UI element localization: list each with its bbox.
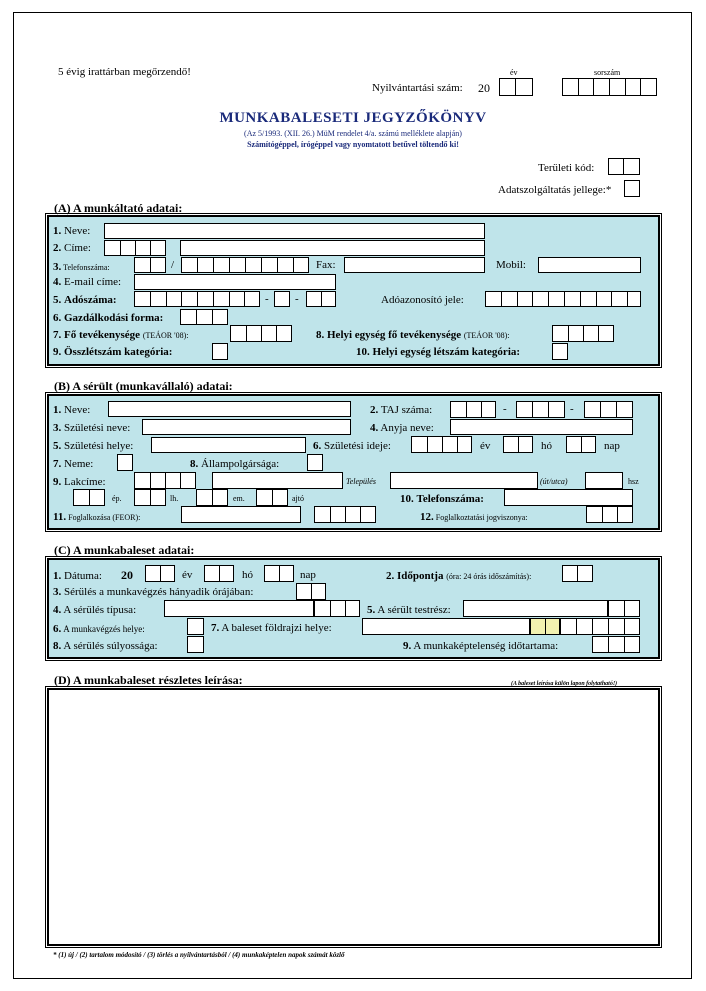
section-a-title: (A) A munkáltató adatai: (54, 201, 183, 215)
door-caption: ajtó (292, 494, 304, 503)
c-num-7: 7. (211, 622, 220, 634)
employment-type-label: Foglalkoztatási jogviszonya: (435, 513, 528, 522)
mobile-input[interactable] (538, 257, 641, 273)
mother-name-input[interactable] (450, 419, 633, 435)
employment-type-cells[interactable] (586, 506, 633, 523)
regional-code-label: Területi kód: (538, 162, 595, 174)
employer-name-input[interactable] (104, 223, 485, 239)
main-activity-cells[interactable] (230, 325, 292, 342)
email-label: E-mail címe: (64, 276, 122, 288)
c-num-1: 1. (53, 570, 62, 582)
tax-dash-2: - (295, 293, 299, 305)
address-door-cells[interactable] (256, 489, 288, 506)
taj-dash-1: - (503, 403, 507, 415)
body-part-label: A sérült testrész: (377, 604, 451, 616)
c-num-2: 2. (386, 570, 395, 582)
accident-description-textarea[interactable] (47, 688, 660, 946)
a-num-5: 5. (53, 294, 62, 306)
geo-place-label: A baleset földrajzi helye: (221, 622, 332, 634)
tax-dash-1: - (265, 293, 269, 305)
a-num-1: 1. (53, 225, 62, 237)
a-num-3: 3. (53, 261, 62, 273)
data-nature-label: Adatszolgáltatás jellege:* (498, 184, 612, 196)
feor-label: Foglalkozása (FEOR): (68, 513, 141, 522)
fax-label: Fax: (316, 259, 336, 271)
b-num-7: 7. (53, 458, 62, 470)
birth-day-cells[interactable] (566, 436, 596, 453)
registration-year-prefix: 20 (478, 81, 490, 95)
local-headcount-cell[interactable] (552, 343, 568, 360)
b-num-11: 11. (53, 511, 67, 523)
a-num-8: 8. (316, 329, 325, 341)
accident-date-label: Dátuma: (64, 570, 102, 582)
regional-code-cells[interactable] (608, 158, 640, 175)
c-num-4: 4. (53, 604, 62, 616)
form-title: MUNKABALESETI JEGYZŐKÖNYV (219, 110, 487, 126)
b-num-3: 3. (53, 422, 62, 434)
b-num-5: 5. (53, 440, 62, 452)
mobile-label: Mobil: (496, 259, 526, 271)
phone-slash: / (171, 259, 175, 271)
b-num-10: 10. (400, 493, 414, 505)
employer-address-label: Címe: (64, 242, 91, 254)
taj-cells-2[interactable] (516, 401, 565, 418)
a-num-4: 4. (53, 276, 62, 288)
injury-type-cells[interactable] (314, 600, 360, 617)
accident-time-note: (óra: 24 órás időszámítás): (446, 572, 532, 581)
tax-number-county-cells[interactable] (306, 291, 336, 307)
injured-name-label: Neve: (64, 404, 91, 416)
section-b-title: (B) A sérült (munkavállaló) adatai: (54, 379, 233, 393)
severity-cell[interactable] (187, 636, 204, 653)
body-part-cells[interactable] (608, 600, 640, 617)
b-num-12: 12. (420, 511, 434, 523)
address-town-input[interactable] (212, 472, 343, 489)
section-d-note: (A baleset leírása külön lapon folytatható!) (511, 681, 618, 687)
occupation-input[interactable] (181, 506, 301, 523)
local-activity-label: Helyi egység fő tevékenysége (327, 329, 462, 341)
c-num-5: 5. (367, 604, 376, 616)
injury-type-input[interactable] (164, 600, 314, 617)
employer-phone-cells[interactable] (181, 257, 309, 273)
business-form-label: Gazdálkodási forma: (64, 312, 164, 324)
incapacity-duration-cells[interactable] (592, 636, 640, 653)
tax-number-main-cells[interactable] (134, 291, 260, 307)
a-num-6: 6. (53, 312, 62, 324)
working-hour-cells[interactable] (296, 583, 326, 600)
injured-phone-input[interactable] (504, 489, 633, 506)
fax-input[interactable] (344, 257, 485, 273)
taj-dash-2: - (570, 403, 574, 415)
work-place-cell[interactable] (187, 618, 204, 635)
email-input[interactable] (134, 274, 336, 290)
birth-name-input[interactable] (142, 419, 351, 435)
registration-year-cells[interactable] (499, 78, 533, 96)
local-headcount-label: Helyi egység létszám kategória: (372, 346, 521, 358)
injury-type-label: A sérülés típusa: (63, 604, 137, 616)
c-num-6: 6. (53, 623, 62, 635)
data-nature-cell[interactable] (624, 180, 640, 197)
street-caption: (út/utca) (540, 477, 568, 486)
b-num-8: 8. (190, 458, 199, 470)
b-num-9: 9. (53, 476, 62, 488)
form-instruction: Számítógéppel, írógéppel vagy nyomtatott betűvel töltendő ki! (247, 140, 459, 149)
employer-phone-label: Telefonszáma: (63, 263, 110, 272)
retention-note: 5 évig irattárban megőrzendő! (58, 66, 191, 78)
injured-name-input[interactable] (108, 401, 351, 417)
citizenship-label: Állampolgársága: (201, 458, 280, 470)
accident-day-label: nap (300, 569, 316, 581)
employer-address-input[interactable] (180, 240, 485, 256)
accident-year-label: év (182, 569, 193, 581)
b-num-6: 6. (313, 440, 322, 452)
a-num-10: 10. (356, 346, 370, 358)
citizenship-cell[interactable] (307, 454, 323, 471)
taj-cells-3[interactable] (584, 401, 633, 418)
severity-label: A sérülés súlyossága: (63, 640, 158, 652)
employer-name-label: Neve: (64, 225, 91, 237)
registration-serial-cells[interactable] (562, 78, 657, 96)
birth-year-cells[interactable] (411, 436, 472, 453)
registration-label: Nyilvántartási szám: (372, 82, 463, 94)
birth-year-label: év (480, 440, 491, 452)
headcount-cell[interactable] (212, 343, 228, 360)
b-num-1: 1. (53, 404, 62, 416)
birth-date-label: Születési ideje: (324, 440, 391, 452)
accident-time-label: Időpontja (397, 570, 444, 582)
main-activity-teaor: (TEÁOR '08): (142, 331, 189, 340)
a-num-2: 2. (53, 242, 62, 254)
section-d-title: (D) A munkabaleset részletes leírása: (54, 673, 243, 687)
accident-hour-cells[interactable] (562, 565, 593, 582)
form-legal-basis: (Az 5/1993. (XII. 26.) MüM rendelet 4/a. számú melléklete alapján) (244, 129, 462, 138)
body-part-input[interactable] (463, 600, 608, 617)
working-hour-label: Sérülés a munkavégzés hányadik órájában: (64, 586, 254, 598)
accident-day-cells[interactable] (264, 565, 294, 582)
a-num-9: 9. (53, 346, 62, 358)
address-zip-cells[interactable] (134, 472, 196, 489)
birth-month-label: hó (541, 440, 552, 452)
tax-id-label: Adóazonosító jele: (381, 294, 464, 306)
section-c-title: (C) A munkabaleset adatai: (54, 543, 195, 557)
address-street-input[interactable] (390, 472, 538, 489)
local-activity-cells[interactable] (552, 325, 614, 342)
c-num-9: 9. (403, 640, 412, 652)
b-num-4: 4. (370, 422, 379, 434)
business-form-cells[interactable] (180, 309, 228, 325)
floor-caption: em. (233, 494, 245, 503)
address-stair-cells[interactable] (134, 489, 166, 506)
address-floor-cells[interactable] (196, 489, 228, 506)
feor-cells[interactable] (314, 506, 376, 523)
birth-place-input[interactable] (151, 437, 306, 453)
accident-year-prefix: 20 (121, 568, 133, 582)
accident-month-cells[interactable] (204, 565, 234, 582)
work-place-label: A munkavégzés helye: (63, 624, 145, 634)
serial-caption: sorszám (594, 68, 621, 77)
local-activity-teaor: (TEÁOR '08): (463, 331, 510, 340)
employer-phone-area-cells[interactable] (134, 257, 166, 273)
geo-place-input[interactable] (362, 618, 530, 635)
birth-place-label: Születési helye: (64, 440, 134, 452)
building-caption: ép. (112, 494, 122, 503)
tax-id-cells[interactable] (485, 291, 641, 307)
b-num-2: 2. (370, 404, 379, 416)
headcount-label: Összlétszám kategória: (64, 346, 173, 358)
geo-place-country-cells[interactable] (530, 618, 560, 635)
address-label: Lakcíme: (64, 476, 106, 488)
geo-place-code-cells[interactable] (560, 618, 640, 635)
birth-month-cells[interactable] (503, 436, 533, 453)
a-num-7: 7. (53, 329, 62, 341)
c-num-3: 3. (53, 586, 62, 598)
taj-label: TAJ száma: (380, 404, 433, 416)
stair-caption: lh. (170, 494, 179, 503)
main-activity-label: Fő tevékenysége (64, 329, 141, 341)
housenumber-caption: hsz (628, 477, 639, 486)
sex-label: Neme: (64, 458, 94, 470)
accident-year-cells[interactable] (145, 565, 175, 582)
tax-number-label: Adószáma: (64, 294, 117, 306)
injured-phone-label: Telefonszáma: (416, 493, 484, 505)
incapacity-duration-label: A munkaképtelenség időtartama: (413, 640, 559, 652)
town-caption: Település (346, 477, 376, 486)
c-num-8: 8. (53, 640, 62, 652)
accident-month-label: hó (242, 569, 253, 581)
tax-number-vat-cell[interactable] (274, 291, 290, 307)
mother-name-label: Anyja neve: (380, 422, 434, 434)
sex-cell[interactable] (117, 454, 133, 471)
footnote: * (1) új / (2) tartalom módosító / (3) törlés a nyilvántartásból / (4) munkaképtelen napok számát közlő (53, 951, 345, 959)
birth-name-label: Születési neve: (64, 422, 131, 434)
taj-cells-1[interactable] (450, 401, 496, 418)
employer-zip-cells[interactable] (104, 240, 166, 256)
address-building-cells[interactable] (73, 489, 105, 506)
address-housenumber-input[interactable] (585, 472, 623, 489)
year-caption: év (510, 68, 518, 77)
birth-day-label: nap (604, 440, 620, 452)
